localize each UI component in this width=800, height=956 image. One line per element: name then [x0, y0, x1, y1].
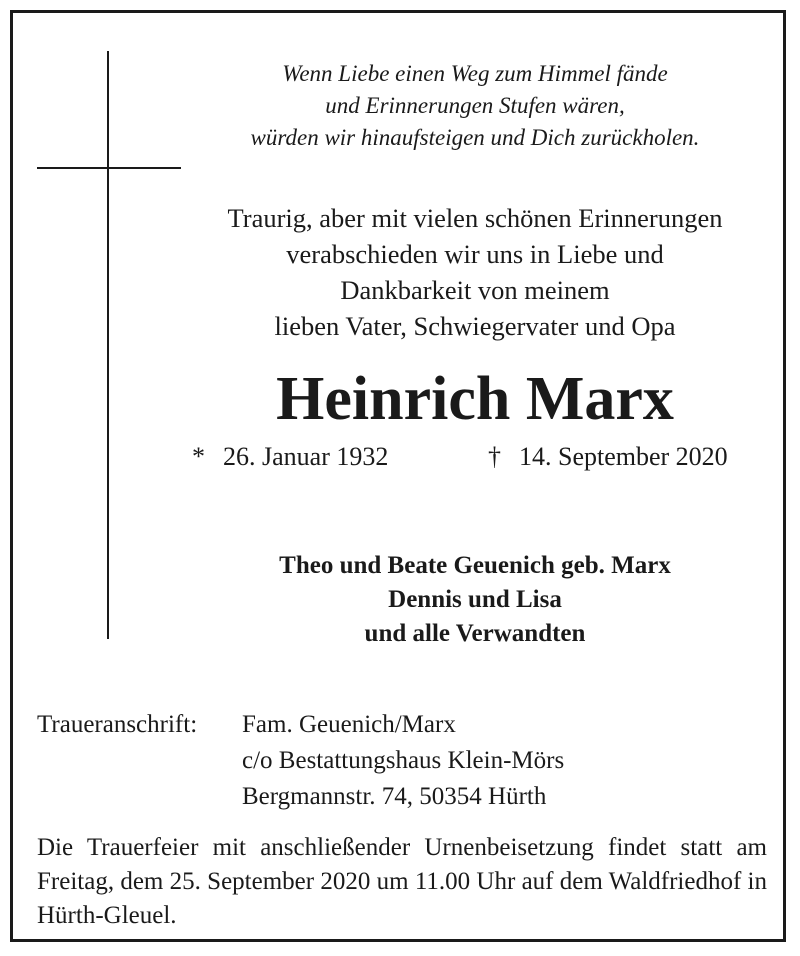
death-symbol: † [488, 442, 501, 471]
deceased-name: Heinrich Marx [276, 365, 674, 433]
mourners [190, 549, 760, 651]
mourner-line: und alle Verwandten [364, 620, 586, 647]
intro-line: Traurig, aber mit vielen schönen Erinnerungen [227, 203, 723, 233]
poem [190, 58, 760, 154]
mourner-line: Theo und Beate Geuenich geb. Marx [279, 552, 671, 579]
ceremony-text: Die Trauerfeier mit anschließender Urnenbeisetzung findet statt am Freitag, dem 25. September 2020 um 11.00 Uhr auf dem Waldfriedhof in Hürth-Gleuel. [37, 834, 767, 929]
intro-text [190, 200, 760, 344]
intro-line: verabschieden wir uns in Liebe und [286, 239, 664, 269]
address-label: Traueranschrift: [37, 711, 198, 738]
birth-symbol: * [192, 442, 205, 471]
death-date [488, 440, 728, 474]
address-line: Bergmannstr. 74, 50354 Hürth [242, 783, 547, 810]
cross-icon [107, 51, 109, 639]
poem-line: Wenn Liebe einen Weg zum Himmel fände [282, 61, 668, 86]
address-line: Fam. Geuenich/Marx [242, 711, 456, 738]
poem-line: würden wir hinaufsteigen und Dich zurückholen. [250, 125, 700, 150]
intro-line: Dankbarkeit von meinem [340, 275, 610, 305]
mourning-address [242, 707, 564, 815]
poem-line: und Erinnerungen Stufen wären, [325, 93, 625, 118]
birth-date [192, 440, 388, 474]
address-line: c/o Bestattungshaus Klein-Mörs [242, 747, 565, 774]
intro-line: lieben Vater, Schwiegervater und Opa [274, 311, 676, 341]
cross-icon-bar [37, 167, 181, 169]
death-date-text: 14. September 2020 [519, 442, 728, 471]
mourner-line: Dennis und Lisa [388, 586, 562, 613]
birth-date-text: 26. Januar 1932 [223, 442, 389, 471]
